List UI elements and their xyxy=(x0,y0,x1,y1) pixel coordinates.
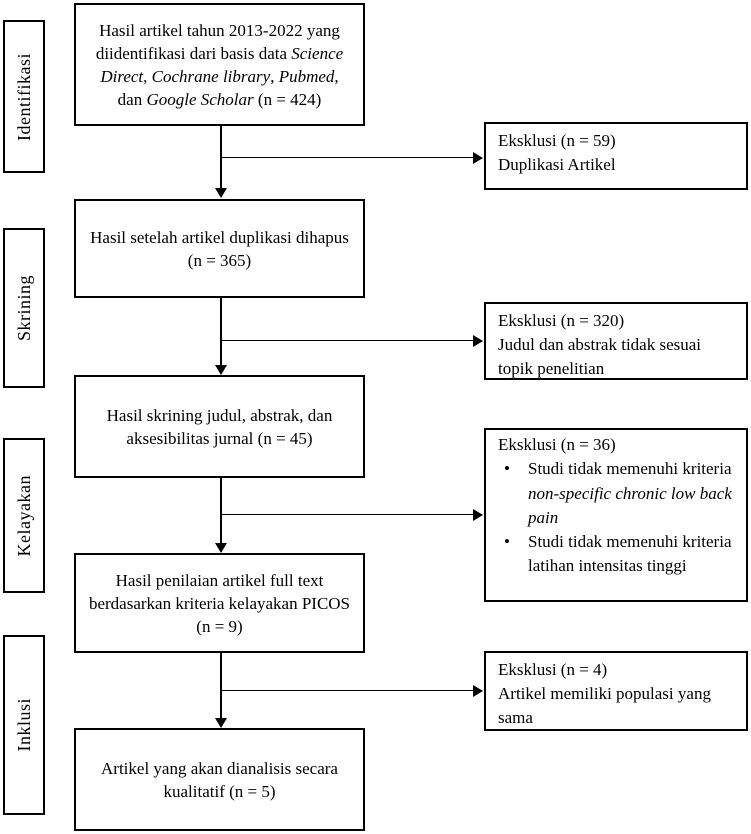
flow-box-included-articles-text: Artikel yang akan dianalisis secara kualitatif (n = 5) xyxy=(101,758,338,801)
exclusion-box-same-population xyxy=(484,651,748,731)
exclusion-box-duplicates xyxy=(484,122,748,190)
exclusion-bullet-text: Studi tidak memenuhi kriteria non-specific chronic low back pain xyxy=(528,459,732,527)
connector-line-vertical-3 xyxy=(220,478,222,544)
arrow-right-icon-3 xyxy=(473,509,483,521)
arrow-down-icon-4 xyxy=(215,718,227,728)
stage-label-skrining: Skrining xyxy=(13,274,34,341)
stage-label-identifikasi: Identifikasi xyxy=(13,52,34,141)
bullet-icon: • xyxy=(504,532,510,552)
arrow-down-icon-3 xyxy=(215,543,227,553)
exclusion-bullet-item xyxy=(498,457,738,530)
stage-box-identifikasi xyxy=(3,20,45,173)
exclusion-reason: Judul dan abstrak tidak sesuai topik penelitian xyxy=(498,335,702,378)
stage-box-skrining xyxy=(3,228,45,388)
exclusion-reason: Artikel memiliki populasi yang sama xyxy=(498,684,711,727)
arrow-right-icon-1 xyxy=(473,152,483,164)
exclusion-title: Eksklusi (n = 320) xyxy=(498,311,625,330)
flow-box-records-identified xyxy=(74,3,365,126)
exclusion-box-criteria xyxy=(484,428,748,602)
stage-label-inklusi: Inklusi xyxy=(13,698,34,752)
connector-line-horizontal-2 xyxy=(221,340,473,341)
arrow-right-icon-4 xyxy=(473,685,483,697)
connector-line-vertical-2 xyxy=(220,298,222,366)
exclusion-title: Eksklusi (n = 4) xyxy=(498,660,608,679)
connector-line-horizontal-3 xyxy=(221,514,473,515)
arrow-down-icon-2 xyxy=(215,365,227,375)
arrow-down-icon-1 xyxy=(215,188,227,198)
connector-line-horizontal-4 xyxy=(221,690,473,691)
flow-box-duplicates-removed-text: Hasil setelah artikel duplikasi dihapus (n = 365) xyxy=(90,227,349,270)
flow-box-duplicates-removed xyxy=(74,199,365,298)
stage-box-kelayakan xyxy=(3,438,45,593)
connector-line-vertical-4 xyxy=(220,653,222,719)
stage-box-inklusi xyxy=(3,635,45,815)
flow-box-screening-result-text: Hasil skrining judul, abstrak, dan aksesibilitas jurnal (n = 45) xyxy=(106,405,333,448)
arrow-right-icon-2 xyxy=(473,335,483,347)
exclusion-title: Eksklusi (n = 59) xyxy=(498,131,616,150)
exclusion-box-title-abstract xyxy=(484,302,748,380)
stage-label-kelayakan: Kelayakan xyxy=(13,474,34,557)
flow-box-fulltext-assessment xyxy=(74,553,365,653)
exclusion-reason: Duplikasi Artikel xyxy=(498,155,616,174)
bullet-icon: • xyxy=(504,459,510,479)
exclusion-bullet-item xyxy=(498,530,738,579)
flow-box-fulltext-assessment-text: Hasil penilaian artikel full text berdasarkan kriteria kelayakan PICOS (n = 9) xyxy=(88,570,351,636)
flow-box-records-identified-text: Hasil artikel tahun 2013-2022 yang diidentifikasi dari basis data Science Direct, Cochrane library, Pubmed, dan Google Scholar (n = 424) xyxy=(95,20,344,109)
connector-line-horizontal-1 xyxy=(221,157,473,158)
exclusion-title: Eksklusi (n = 36) xyxy=(498,435,616,454)
flow-box-included-articles xyxy=(74,728,365,831)
flow-box-screening-result xyxy=(74,375,365,478)
exclusion-bullet-text: Studi tidak memenuhi kriteria latihan intensitas tinggi xyxy=(528,532,732,576)
